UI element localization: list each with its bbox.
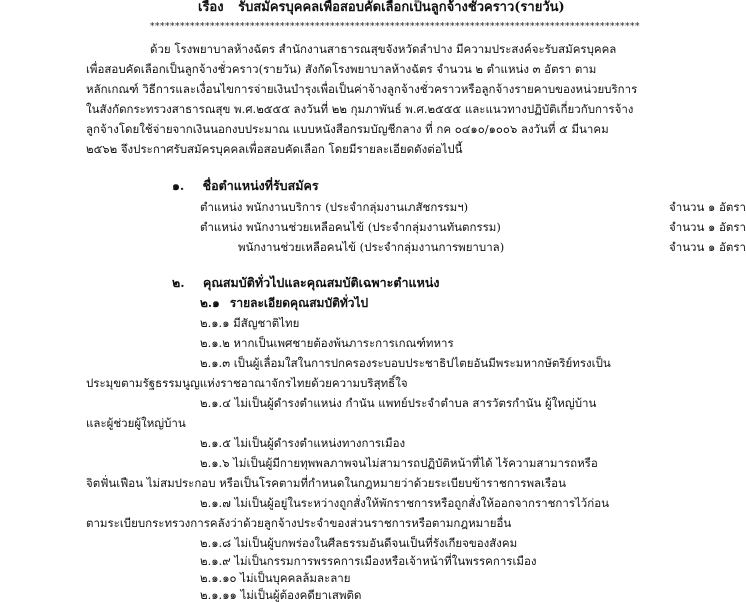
position-name: ตำแหน่ง พนักงานบริการ (ประจำกลุ่มงานเภสัชกรรมฯ): [200, 200, 469, 214]
separator-line: **************************************************************************************************: [150, 22, 640, 32]
subject-title: รับสมัครบุคคลเพื่อสอบคัดเลือกเป็นลูกจ้างชั่วคราว(รายวัน): [238, 0, 565, 15]
section-1-number: ๑.: [172, 178, 185, 193]
position-count: จำนวน ๑ อัตรา: [669, 240, 746, 254]
qualification-item: ๒.๑.๓ เป็นผู้เลื่อมใสในการปกครองระบอบประชาธิปไตยอันมีพระมหากษัตริย์ทรงเป็น: [200, 356, 611, 370]
qualification-item-continuation: ตามระเบียบกระทรวงการคลังว่าด้วยลูกจ้างประจำของส่วนราชการหรือตามกฎหมายอื่น: [86, 516, 512, 530]
intro-line-2: เพื่อสอบคัดเลือกเป็นลูกจ้างชั่วคราว(รายวัน) สังกัดโรงพยาบาลห้างฉัตร จำนวน ๒ ตำแหน่ง ๓ อัตรา ตาม: [86, 62, 597, 76]
qualification-item: ๒.๑.๙ ไม่เป็นกรรมการพรรคการเมืองหรือเจ้าหน้าที่ในพรรคการเมือง: [200, 554, 537, 568]
section-1-heading: [172, 178, 319, 194]
qualification-item-continuation: จิตฟั่นเฟือน ไม่สมประกอบ หรือเป็นโรคตามที่กำหนดในกฎหมายว่าด้วยระเบียบข้าราชการพลเรือน: [86, 476, 566, 490]
subsection-2-1-heading: [200, 296, 368, 311]
qualification-item: ๒.๑.๑ มีสัญชาติไทย: [200, 316, 300, 330]
position-count: จำนวน ๑ อัตรา: [669, 200, 746, 214]
qualification-item: ๒.๑.๗ ไม่เป็นผู้อยู่ในระหว่างถูกสั่งให้พักราชการหรือถูกสั่งให้ออกจากราชการไว้ก่อน: [200, 496, 609, 510]
qualification-item: ๒.๑.๑๑ ไม่เป็นผู้ต้องคดียาเสพติด: [200, 588, 362, 602]
qualification-item: ๒.๑.๖ ไม่เป็นผู้มีกายทุพพลภาพจนไม่สามารถปฏิบัติหน้าที่ได้ ไร้ความสามารถหรือ: [200, 456, 598, 470]
qualification-item: ๒.๑.๒ หากเป็นเพศชายต้องพ้นภาระการเกณฑ์ทหาร: [200, 336, 454, 350]
subsection-2-1-number: ๒.๑: [200, 296, 220, 310]
section-1-title: ชื่อตำแหน่งที่รับสมัคร: [202, 178, 319, 193]
qualification-item-continuation: และผู้ช่วยผู้ใหญ่บ้าน: [86, 416, 186, 430]
position-name: ตำแหน่ง พนักงานช่วยเหลือคนไข้ (ประจำกลุ่มงานทันตกรรม): [200, 220, 501, 234]
subject-line: [198, 0, 565, 16]
position-row: [200, 220, 746, 234]
intro-line-6: ๒๕๖๒ จึงประกาศรับสมัครบุคคลเพื่อสอบคัดเลือก โดยมีรายละเอียดดังต่อไปนี้: [86, 142, 463, 156]
intro-line-4: ในสังกัดกระทรวงสาธารณสุข พ.ศ.๒๕๕๕ ลงวันที่ ๒๒ กุมภาพันธ์ พ.ศ.๒๕๕๕ และแนวทางปฏิบัติเกี่ยวกับการจ้าง: [86, 102, 634, 116]
position-count: จำนวน ๑ อัตรา: [669, 220, 746, 234]
intro-line-3: หลักเกณฑ์ วิธีการและเงื่อนไขการจ่ายเงินบำรุงเพื่อเป็นค่าจ้างลูกจ้างชั่วคราวหรือลูกจ้างรายคาบของหน่วยบริการ: [86, 82, 638, 96]
section-2-heading: [172, 275, 439, 291]
section-2-number: ๒.: [172, 275, 185, 290]
section-2-title: คุณสมบัติทั่วไปและคุณสมบัติเฉพาะตำแหน่ง: [202, 275, 440, 290]
subject-label: เรื่อง: [198, 0, 224, 15]
qualification-item: ๒.๑.๘ ไม่เป็นผู้บกพร่องในศีลธรรมอันดีจนเป็นที่รังเกียจของสังคม: [200, 536, 518, 550]
position-row: [200, 240, 746, 254]
intro-line-1: ด้วย โรงพยาบาลห้างฉัตร สำนักงานสาธารณสุขจังหวัดลำปาง มีความประสงค์จะรับสมัครบุคคล: [150, 42, 617, 56]
qualification-item: ๒.๑.๑๐ ไม่เป็นบุคคลล้มละลาย: [200, 571, 351, 585]
intro-line-5: ลูกจ้างโดยใช้จ่ายจากเงินนอกงบประมาณ แบบหนังสือกรมบัญชีกลาง ที่ กค ๐๔๑๐/๑๐๐๖ ลงวันที่ ๕ มีนาคม: [86, 122, 609, 136]
position-row: [200, 200, 746, 214]
qualification-item-continuation: ประมุขตามรัฐธรรมนูญแห่งราชอาณาจักรไทยด้วยความบริสุทธิ์ใจ: [86, 376, 408, 390]
position-name: พนักงานช่วยเหลือคนไข้ (ประจำกลุ่มงานการพยาบาล): [238, 240, 505, 254]
qualification-item: ๒.๑.๔ ไม่เป็นผู้ดำรงตำแหน่ง กำนัน แพทย์ประจำตำบล สารวัตรกำนัน ผู้ใหญ่บ้าน: [200, 396, 597, 410]
qualification-item: ๒.๑.๕ ไม่เป็นผู้ดำรงตำแหน่งทางการเมือง: [200, 436, 406, 450]
subsection-2-1-title: รายละเอียดคุณสมบัติทั่วไป: [229, 296, 369, 310]
